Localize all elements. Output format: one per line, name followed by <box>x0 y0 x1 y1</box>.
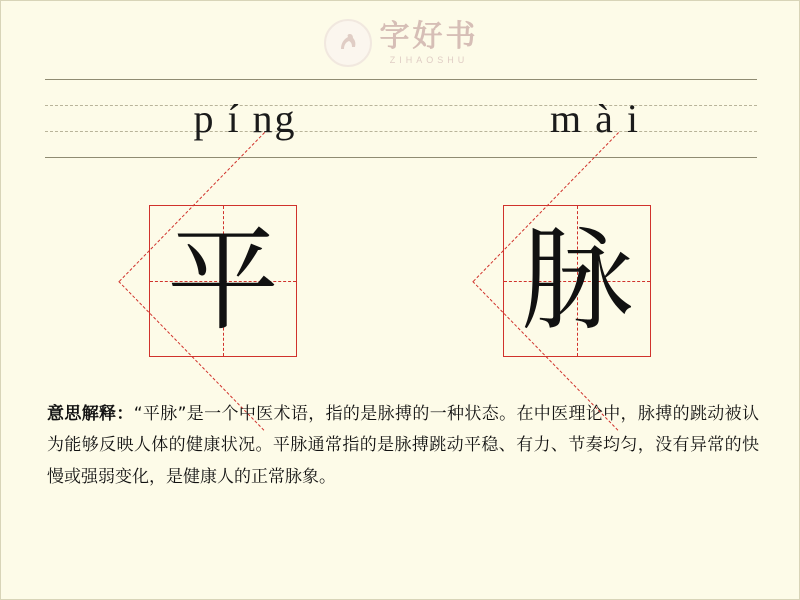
pinyin-second: m à i <box>550 95 640 141</box>
staff-line-top <box>45 79 757 80</box>
pinyin-staff <box>45 79 757 159</box>
horse-seal-icon <box>324 19 372 67</box>
logo-text <box>379 18 479 65</box>
logo-chinese-name: 字好书 <box>379 18 479 54</box>
explanation-text: “平脉”是一个中医术语，指的是脉搏的一种状态。在中医理论中，脉搏的跳动被认为能够反映人体的健康状况。平脉通常指的是脉搏跳动平稳、有力、节奏均匀，没有异常的快慢或强弱变化，是健康人的正常脉象。 <box>47 404 760 487</box>
explanation-label: 意思解释： <box>47 404 134 424</box>
logo-english-name: ZIHAOSHU <box>389 54 469 65</box>
site-logo <box>1 15 800 71</box>
character-glyph-2: 脉 <box>521 216 633 346</box>
character-glyph-1: 平 <box>167 216 279 346</box>
explanation-block <box>47 399 759 493</box>
staff-line-bottom <box>45 157 757 158</box>
character-grid-1 <box>149 205 297 357</box>
character-grid-2 <box>503 205 651 357</box>
pinyin-first: p í ng <box>193 95 297 141</box>
